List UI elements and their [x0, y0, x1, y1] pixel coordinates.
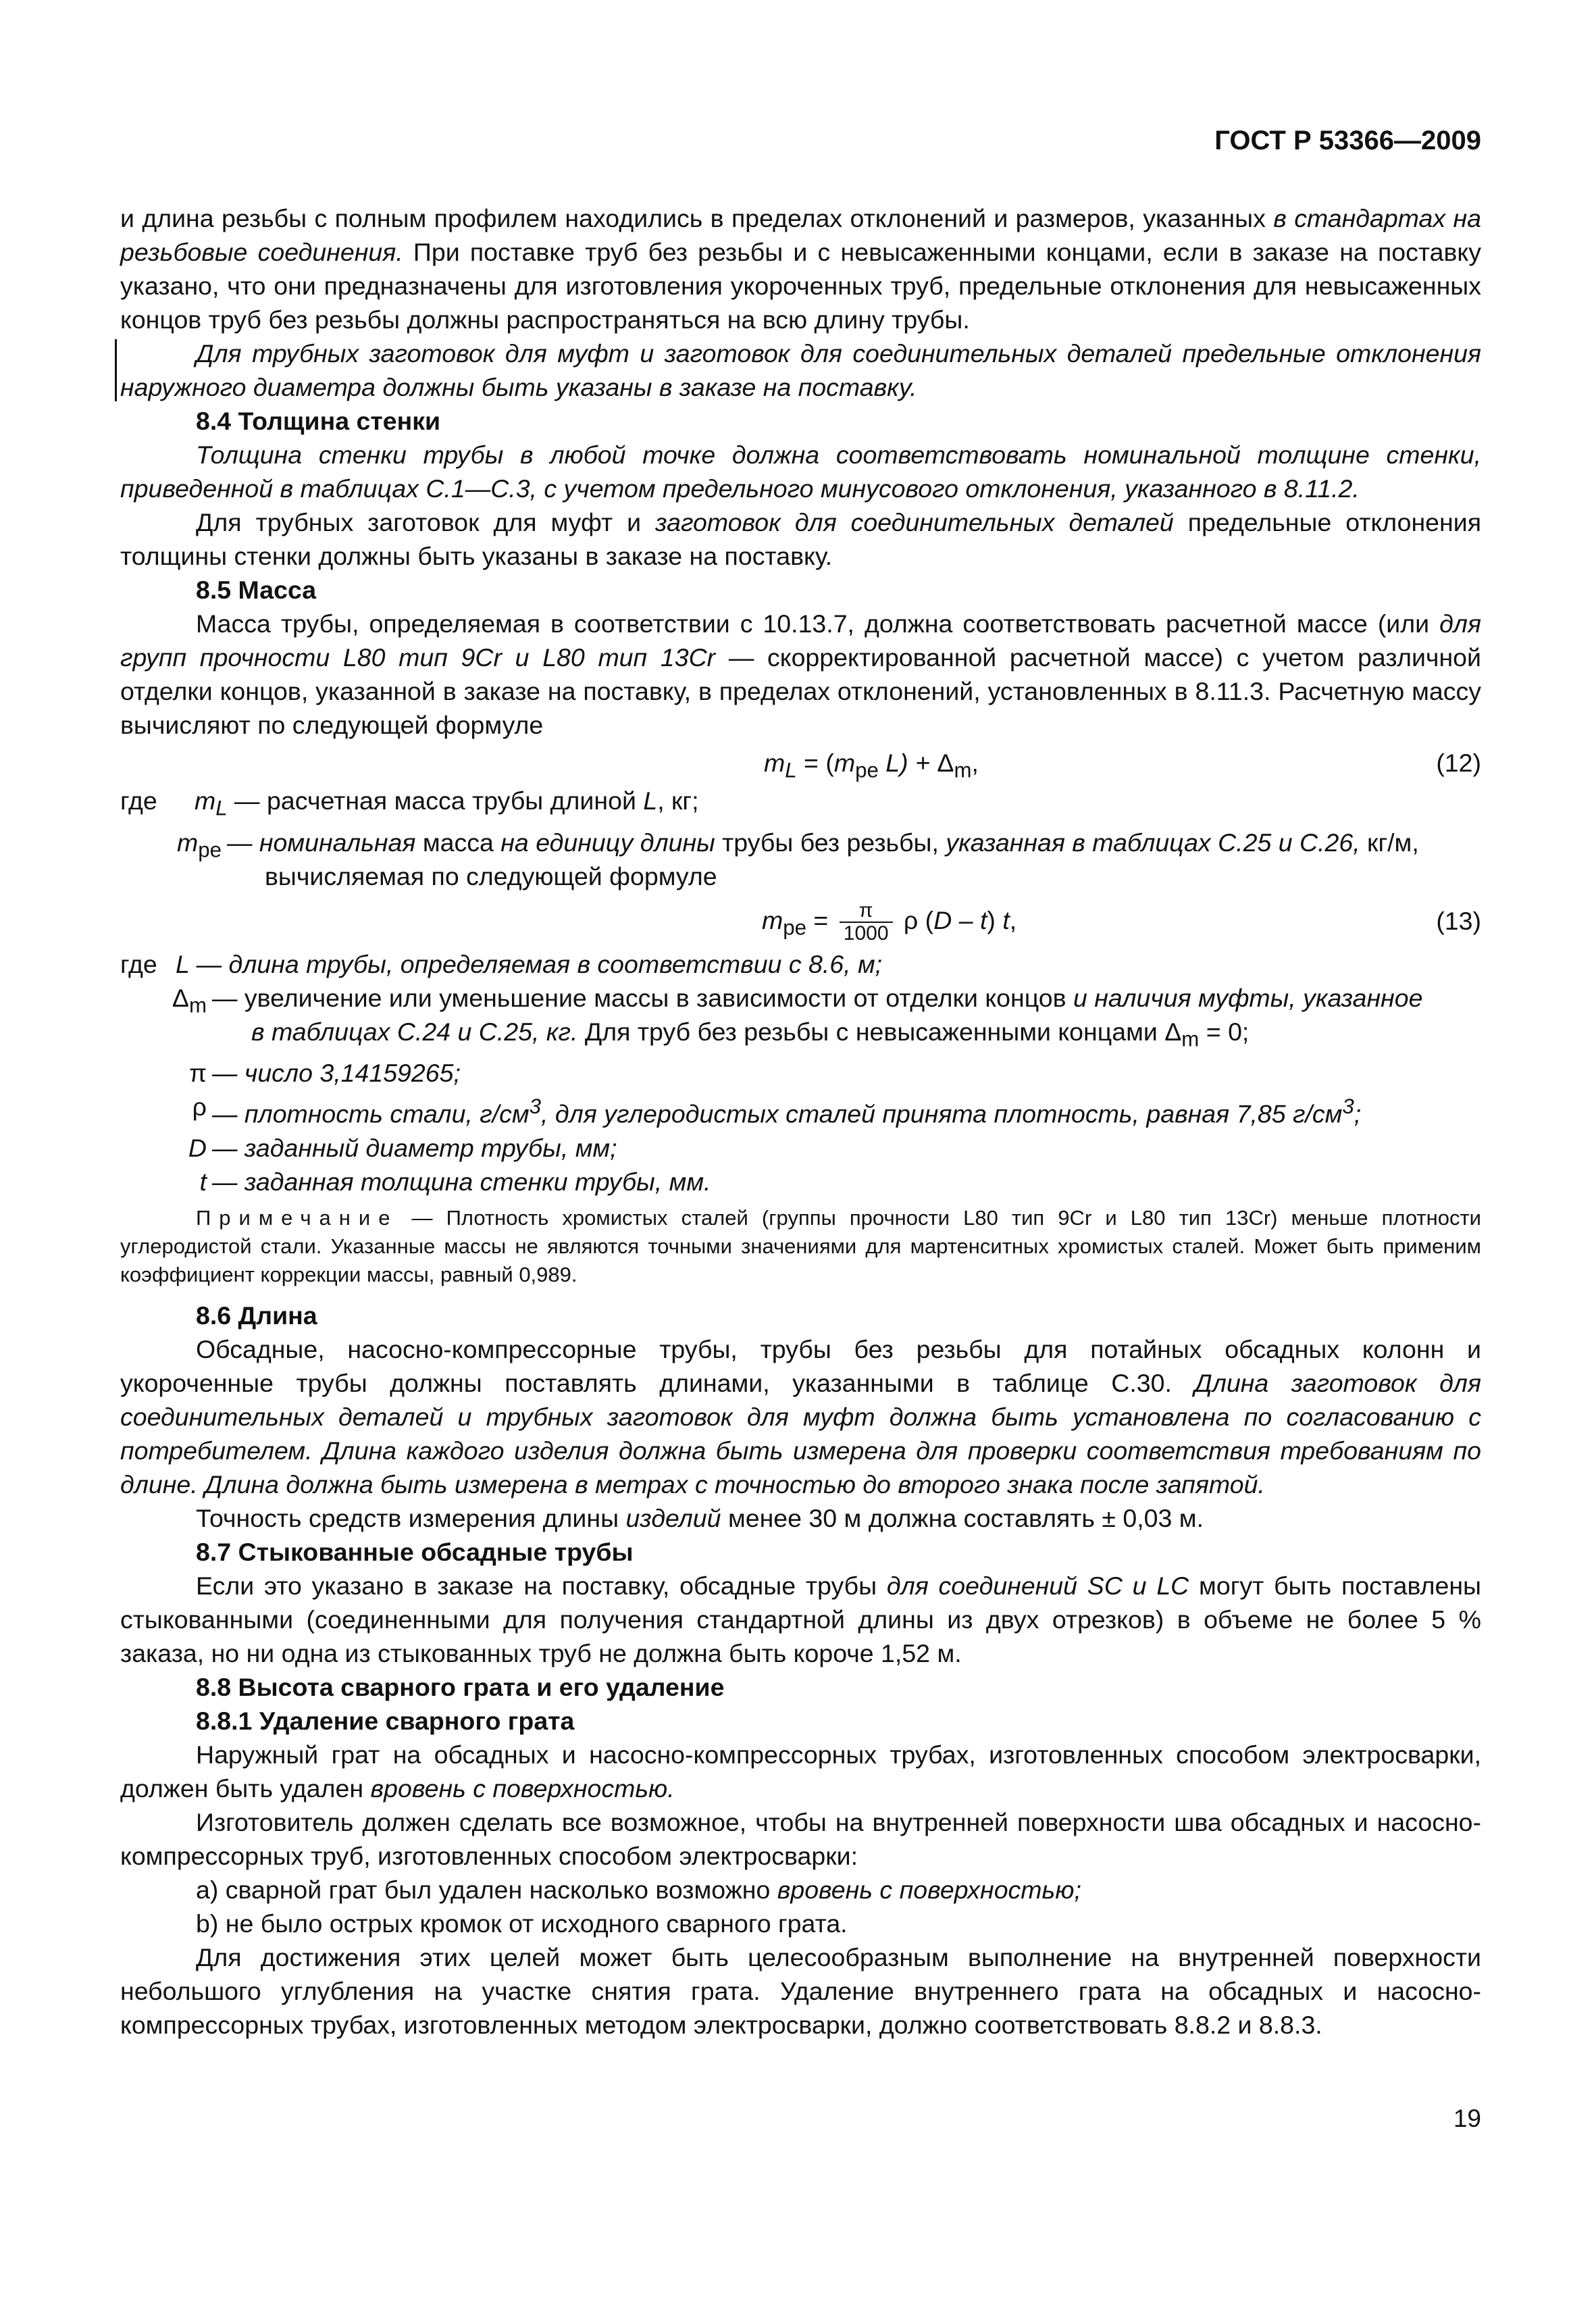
paragraph-inner-flash: Изготовитель должен сделать все возможное, чтобы на внутренней поверхности шва обсадных и насосно-компрессорных труб, изготовленных способом электросварки: — [120, 1807, 1481, 1870]
paragraph-jointers: Если это указано в заказе на поставку, обсадные трубы для соединений SC и LC могут быть поставлены стыкованными (соединенными для получения стандартной длины из двух отрезков) в объеме не более 5 % заказа, но ни одна из стыкованных труб не должна быть короче 1,52 м. — [120, 1571, 1481, 1667]
list-item-b: b) не было острых кромок от исходного сварного грата. — [196, 1909, 848, 1938]
change-bar — [115, 339, 117, 401]
paragraph-length-accuracy: Точность средств измерения длины изделий менее 30 м должна составлять ± 0,03 м. — [196, 1503, 1204, 1532]
section-heading-8-4: 8.4 Толщина стенки — [196, 407, 441, 435]
where-t: t — заданная толщина стенки трубы, мм. — [199, 1167, 711, 1196]
where-L: где L — длина трубы, определяемая в соответствии с 8.6, м; — [120, 949, 883, 978]
paragraph-threads: и длина резьбы с полным профилем находились в пределах отклонений и размеров, указанных в стандартах на резьбовые соединения. При поставке труб без резьбы и с невысаженными концами, если в заказе на поставку указано, что они предназначены для изготовления укороченных труб, предельные отклонения для невысаженных концов труб без резьбы должны распространяться на всю длину трубы. — [120, 204, 1481, 334]
page-content — [120, 201, 1481, 2042]
paragraph-wall-thickness-blanks: Для трубных заготовок для муфт и заготовок для соединительных деталей предельные отклонения толщины стенки должны быть указаны в заказе на поставку. — [120, 508, 1481, 570]
document-header: ГОСТ Р 53366—2009 — [1214, 126, 1481, 155]
page-number: 19 — [1453, 2105, 1481, 2132]
where-D: D — заданный диаметр трубы, мм; — [188, 1133, 617, 1162]
paragraph-wall-thickness: Толщина стенки трубы в любой точке должна соответствовать номинальной толщине стенки, приведенной в таблицах С.1—С.3, с учетом предельного минусового отклонения, указанного в 8.11.2. — [120, 441, 1481, 503]
paragraph-length: Обсадные, насосно-компрессорные трубы, трубы без резьбы для потайных обсадных колонн и укороченные трубы должны поставлять длинами, указанными в таблице С.30. Длина заготовок для соединительных деталей и трубных заготовок для муфт должна быть установлена по согласованию с потребителем. Длина каждого изделия должна быть измерена для проверки соответствия требованиям по длине. Длина должна быть измерена в метрах с точностью до второго знака после запятой. — [120, 1334, 1481, 1499]
paragraph-groove: Для достижения этих целей может быть целесообразным выполнение на внутренней поверхности небольшого углубления на участке снятия грата. Удаление внутреннего грата на обсадных и насосно-компрессорных трубах, изготовленных методом электросварки, должно соответствовать 8.8.2 и 8.8.3. — [120, 1942, 1481, 2039]
paragraph-outer-flash: Наружный грат на обсадных и насосно-компрессорных трубах, изготовленных способом электросварки, должен быть удален вровень с поверхностью. — [120, 1740, 1481, 1803]
list-item-a: а) сварной грат был удален насколько возможно вровень с поверхностью; — [196, 1875, 1081, 1904]
formula-13-number: (13) — [1436, 906, 1481, 935]
where-mL: где $m_L$ — расчетная масса трубы длиной L, кг; — [120, 786, 699, 820]
note-chrome-steels: Примечание — Плотность хромистых сталей (группы прочности L80 тип 9Cr и L80 тип 13Cr) меньше плотности углеродистой стали. Указанные массы не являются точными значениями для мартенситных хромистых сталей. Может быть применим коэффициент коррекции массы, равный 0,989. — [120, 1205, 1481, 1286]
section-heading-8-7: 8.7 Стыкованные обсадные трубы — [196, 1537, 634, 1566]
section-heading-8-8-1: 8.8.1 Удаление сварного грата — [196, 1706, 575, 1735]
section-heading-8-5: 8.5 Масса — [196, 576, 317, 604]
formula-12 — [120, 742, 1481, 784]
where-delta-m: $\Delta_m$ — увеличение или уменьшение массы в зависимости от отделки концов и наличия муфты, указанное в таблицах С.24 и С.25, кг. Для труб без резьбы с невысаженными концами $\Delta_m = 0$; — [172, 983, 1423, 1051]
formula-12-number: (12) — [1436, 749, 1481, 777]
paragraph-blanks-diameter: Для трубных заготовок для муфт и заготовок для соединительных деталей предельные отклонения наружного диаметра должны быть указаны в заказе на поставку. — [120, 339, 1481, 401]
section-heading-8-8: 8.8 Высота сварного грата и его удаление — [196, 1672, 725, 1701]
formula-13 — [120, 893, 1481, 947]
where-mpe: $m_{pe}$ — номинальная масса на единицу длины трубы без резьбы, указанная в таблицах С.25 и С.26, кг/м, вычисляемая по следующей формуле — [176, 828, 1419, 890]
fraction-pi-1000: $\frac{\pi}{1000}$ — [840, 900, 893, 945]
formula-12-expression: $m_L = (m_{pe}$ $L) + \Delta_m$, — [764, 749, 979, 782]
formula-13-expression: $m_{pe}$ = $\frac{\pi}{1000}$ ρ (D – t) t, — [762, 899, 1017, 945]
where-pi: π — число 3,14159265; — [189, 1059, 461, 1087]
section-heading-8-6: 8.6 Длина — [196, 1301, 317, 1330]
where-rho: ρ — плотность стали, $г/см^3$, для углеродистых сталей принята плотность, равная 7,85 $г/см^3$; — [192, 1092, 1362, 1128]
paragraph-mass: Масса трубы, определяемая в соответствии с 10.13.7, должна соответствовать расчетной массе (или для групп прочности L80 тип 9Cr и L80 тип 13Cr — скорректированной расчетной массе) с учетом различной отделки концов, указанной в заказе на поставку, в пределах отклонений, установленных в 8.11.3. Расчетную массу вычисляют по следующей формуле — [120, 609, 1481, 739]
